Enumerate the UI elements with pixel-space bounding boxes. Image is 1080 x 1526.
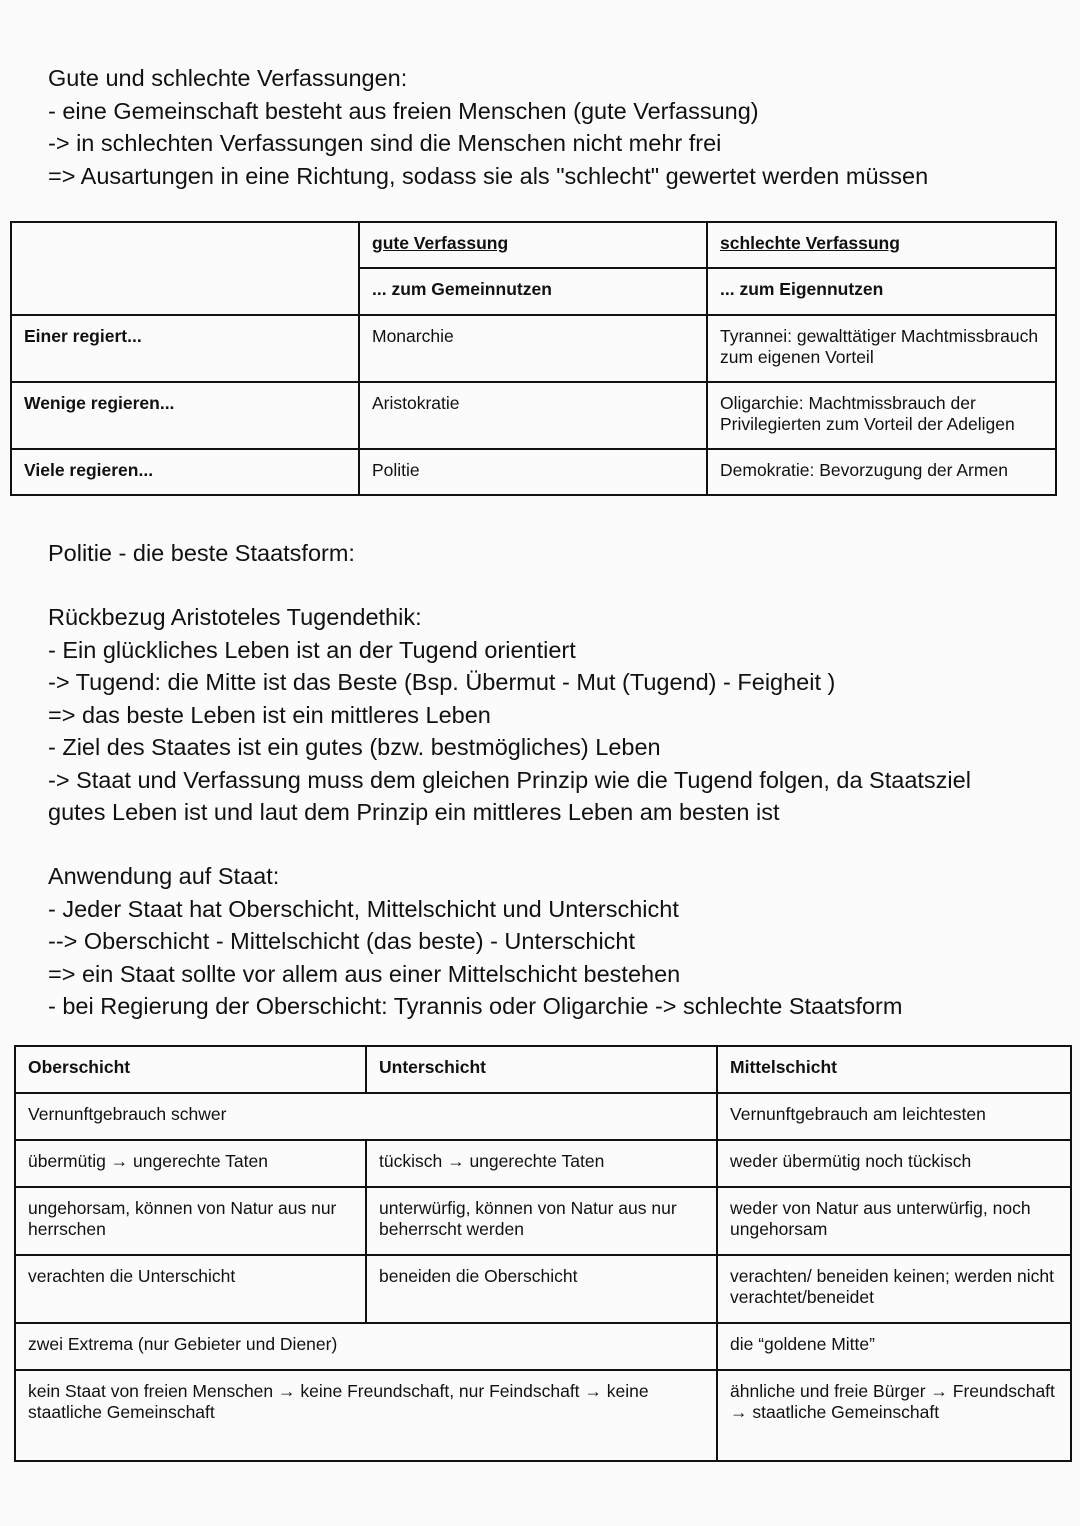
cell-bad: Demokratie: Bevorzugung der Armen — [707, 449, 1056, 495]
header-unterschicht: Unterschicht — [366, 1046, 717, 1093]
cell-mittelschicht: ähnliche und freie Bürger → Freundschaft → staatliche Gemeinschaft — [717, 1370, 1071, 1461]
cell-good: Monarchie — [359, 315, 707, 382]
section-politie — [48, 537, 1048, 570]
text-line: gutes Leben ist und laut dem Prinzip ein mittleres Leben am besten ist — [48, 799, 780, 825]
cell-oberschicht: übermütig → ungerechte Taten — [15, 1140, 366, 1187]
section-tugendethik — [48, 601, 1048, 829]
table-row — [11, 315, 1056, 382]
header-oberschicht: Oberschicht — [15, 1046, 366, 1093]
table-header-row — [11, 222, 1056, 268]
cell-unterschicht: beneiden die Oberschicht — [366, 1255, 717, 1323]
cell-unterschicht: tückisch → ungerechte Taten — [366, 1140, 717, 1187]
text-line: -> in schlechten Verfassungen sind die Menschen nicht mehr frei — [48, 130, 722, 156]
cell-mittelschicht: verachten/ beneiden keinen; werden nicht verachtet/beneidet — [717, 1255, 1071, 1323]
text-line: => das beste Leben ist ein mittleres Leben — [48, 701, 491, 728]
text-line: - Jeder Staat hat Oberschicht, Mittelschicht und Unterschicht — [48, 895, 679, 922]
cell-good: Politie — [359, 449, 707, 495]
header-bad: schlechte Verfassung — [707, 222, 1056, 268]
table-row — [11, 382, 1056, 449]
cell-mittelschicht: weder übermütig noch tückisch — [717, 1140, 1071, 1187]
section-verfassungen — [48, 62, 1048, 192]
table-row — [11, 449, 1056, 495]
table-row — [15, 1140, 1071, 1187]
cell-merged: kein Staat von freien Menschen → keine Freundschaft, nur Feindschaft → keine staatliche Gemeinschaft — [15, 1370, 717, 1461]
table-row — [15, 1323, 1071, 1370]
table-header-row — [15, 1046, 1071, 1093]
cell-mittelschicht: Vernunftgebrauch am leichtesten — [717, 1093, 1071, 1140]
verfassungen-table — [10, 221, 1057, 496]
header-good: gute Verfassung — [359, 222, 707, 268]
cell-bad: Tyrannei: gewalttätiger Machtmissbrauch zum eigenen Vorteil — [707, 315, 1056, 382]
row-label: Viele regieren... — [11, 449, 359, 495]
table-row — [15, 1187, 1071, 1255]
subheader-bad: ... zum Eigennutzen — [707, 268, 1056, 315]
text-line: - Ein glückliches Leben ist an der Tugend orientiert — [48, 636, 576, 663]
text-line: --> Oberschicht - Mittelschicht (das beste) - Unterschicht — [48, 928, 636, 954]
text-line: - Ziel des Staates ist ein gutes (bzw. bestmögliches) Leben — [48, 734, 661, 760]
cell-good: Aristokratie — [359, 382, 707, 449]
section-title: Anwendung auf Staat: — [48, 863, 280, 889]
cell-unterschicht: unterwürfig, können von Natur aus nur beherrscht werden — [366, 1187, 717, 1255]
cell-merged: Vernunftgebrauch schwer — [15, 1093, 717, 1140]
cell-oberschicht: verachten die Unterschicht — [15, 1255, 366, 1323]
cell-merged: zwei Extrema (nur Gebieter und Diener) — [15, 1323, 717, 1370]
cell-oberschicht: ungehorsam, können von Natur aus nur herrschen — [15, 1187, 366, 1255]
section-title: Rückbezug Aristoteles Tugendethik: — [48, 604, 422, 630]
row-label: Wenige regieren... — [11, 382, 359, 449]
text-line: -> Tugend: die Mitte ist das Beste (Bsp. Übermut - Mut (Tugend) - Feigheit ) — [48, 669, 836, 695]
empty-corner-cell — [11, 222, 359, 315]
table-row — [15, 1370, 1071, 1461]
table-row — [15, 1093, 1071, 1140]
text-line: -> Staat und Verfassung muss dem gleichen Prinzip wie die Tugend folgen, da Staatsziel — [48, 766, 971, 793]
table-row — [15, 1255, 1071, 1323]
row-label: Einer regiert... — [11, 315, 359, 382]
text-line: => Ausartungen in eine Richtung, sodass sie als "schlecht" gewertet werden müssen — [48, 162, 929, 189]
section-title: Politie - die beste Staatsform: — [48, 540, 355, 566]
schichten-table — [14, 1045, 1072, 1462]
cell-bad: Oligarchie: Machtmissbrauch der Privilegierten zum Vorteil der Adeligen — [707, 382, 1056, 449]
header-mittelschicht: Mittelschicht — [717, 1046, 1071, 1093]
cell-mittelschicht: weder von Natur aus unterwürfig, noch ungehorsam — [717, 1187, 1071, 1255]
cell-mittelschicht: die “goldene Mitte” — [717, 1323, 1071, 1370]
text-line: - eine Gemeinschaft besteht aus freien Menschen (gute Verfassung) — [48, 97, 759, 124]
section-anwendung — [48, 860, 1048, 1023]
text-line: => ein Staat sollte vor allem aus einer Mittelschicht bestehen — [48, 960, 681, 987]
subheader-good: ... zum Gemeinnutzen — [359, 268, 707, 315]
text-line: - bei Regierung der Oberschicht: Tyrannis oder Oligarchie -> schlechte Staatsform — [48, 993, 903, 1019]
section-title: Gute und schlechte Verfassungen: — [48, 65, 408, 91]
